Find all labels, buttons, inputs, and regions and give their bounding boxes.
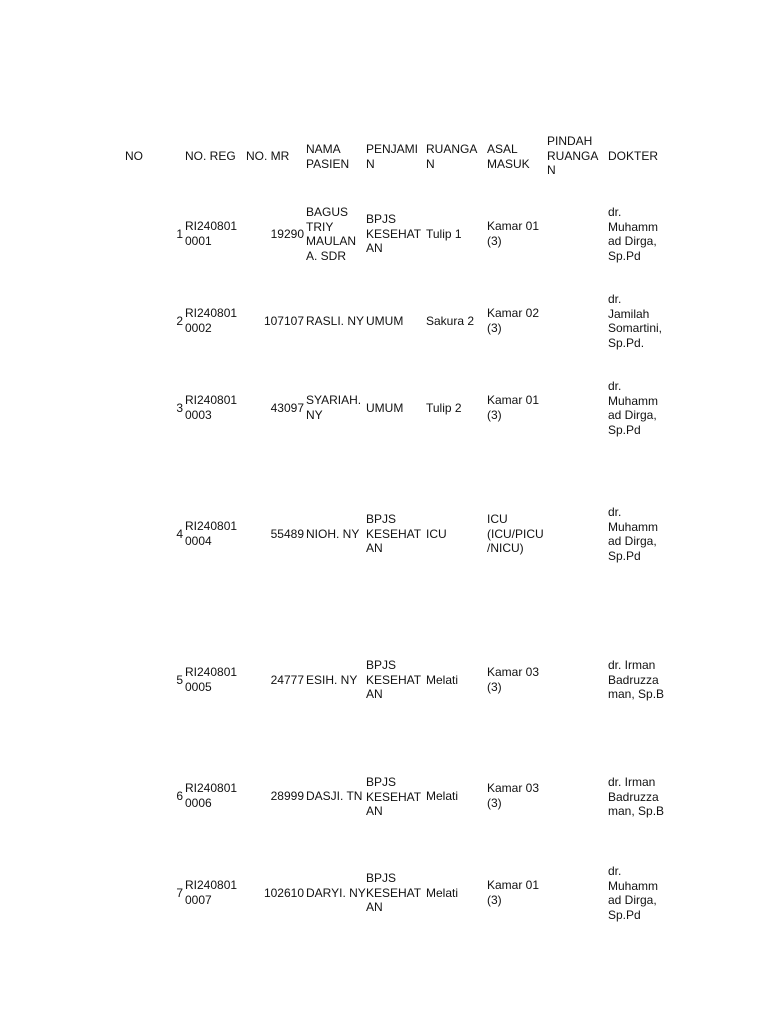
header-dokter: DOKTER — [608, 149, 659, 163]
row-4-ruangan: ICU — [426, 527, 447, 541]
row-4-no: 4 — [176, 527, 183, 541]
row-5-nama: ESIH. NY — [306, 673, 358, 687]
row-3-no: 3 — [176, 401, 183, 415]
row-3-nama: SYARIAH. NY — [306, 393, 362, 422]
header-penjamin: PENJAMI N — [366, 142, 419, 171]
row-1-ruangan: Tulip 1 — [426, 227, 462, 241]
row-4-asal: ICU (ICU/PICU /NICU) — [487, 512, 544, 555]
header-pindah-ruangan: PINDAH RUANGA N — [547, 134, 599, 177]
row-2-reg: RI240801 0002 — [185, 306, 238, 335]
header-no-mr: NO. MR — [246, 149, 290, 163]
header-no-reg: NO. REG — [185, 149, 236, 163]
header-no: NO — [125, 149, 143, 163]
row-7-asal: Kamar 01 (3) — [487, 878, 540, 907]
row-4-mr: 55489 — [270, 527, 304, 541]
row-5-ruangan: Melati — [426, 673, 459, 687]
row-2-dokter: dr. Jamilah Somartini, Sp.Pd. — [608, 292, 663, 350]
row-3-ruangan: Tulip 2 — [426, 401, 462, 415]
row-1-reg: RI240801 0001 — [185, 219, 238, 248]
row-3-reg: RI240801 0003 — [185, 393, 238, 422]
row-2-mr: 107107 — [263, 314, 304, 328]
header-asal-masuk: ASAL MASUK — [487, 142, 530, 171]
row-4-nama: NIOH. NY — [306, 527, 360, 541]
row-3-penjamin: UMUM — [366, 401, 404, 415]
row-5-dokter: dr. Irman Badruzza man, Sp.B — [608, 658, 665, 701]
row-3-mr: 43097 — [270, 401, 304, 415]
row-4-dokter: dr. Muhamm ad Dirga, Sp.Pd — [608, 505, 659, 563]
row-5-reg: RI240801 0005 — [185, 665, 238, 694]
header-ruangan: RUANGA N — [426, 142, 478, 171]
row-6-no: 6 — [176, 789, 183, 803]
row-1-mr: 19290 — [270, 227, 304, 241]
row-1-no: 1 — [176, 227, 183, 241]
row-5-penjamin: BPJS KESEHAT AN — [366, 658, 422, 701]
row-2-asal: Kamar 02 (3) — [487, 306, 540, 335]
row-4-penjamin: BPJS KESEHAT AN — [366, 512, 422, 555]
row-6-mr: 28999 — [270, 789, 304, 803]
row-1-dokter: dr. Muhamm ad Dirga, Sp.Pd — [608, 205, 659, 263]
row-5-asal: Kamar 03 (3) — [487, 665, 540, 694]
row-7-nama: DARYI. NY — [306, 886, 366, 900]
row-7-mr: 102610 — [263, 886, 304, 900]
row-1-nama: BAGUS TRIY MAULAN A. SDR — [306, 205, 357, 263]
row-7-no: 7 — [176, 886, 183, 900]
row-2-ruangan: Sakura 2 — [426, 314, 475, 328]
header-nama-pasien: NAMA PASIEN — [306, 142, 350, 171]
row-7-reg: RI240801 0007 — [185, 878, 238, 907]
row-6-ruangan: Melati — [426, 789, 459, 803]
row-4-reg: RI240801 0004 — [185, 519, 238, 548]
row-6-asal: Kamar 03 (3) — [487, 781, 540, 810]
row-6-nama: DASJI. TN — [306, 789, 363, 803]
row-2-no: 2 — [176, 314, 183, 328]
row-7-penjamin: BPJS KESEHAT AN — [366, 871, 422, 914]
row-7-ruangan: Melati — [426, 886, 459, 900]
row-6-dokter: dr. Irman Badruzza man, Sp.B — [608, 775, 665, 818]
row-2-nama: RASLI. NY — [306, 314, 365, 328]
row-5-mr: 24777 — [270, 673, 304, 687]
row-3-dokter: dr. Muhamm ad Dirga, Sp.Pd — [608, 379, 659, 437]
row-7-dokter: dr. Muhamm ad Dirga, Sp.Pd — [608, 864, 659, 922]
row-2-penjamin: UMUM — [366, 314, 404, 328]
row-3-asal: Kamar 01 (3) — [487, 393, 540, 422]
row-1-penjamin: BPJS KESEHAT AN — [366, 212, 422, 255]
row-6-reg: RI240801 0006 — [185, 781, 238, 810]
row-5-no: 5 — [176, 673, 183, 687]
row-6-penjamin: BPJS KESEHAT AN — [366, 775, 422, 818]
row-1-asal: Kamar 01 (3) — [487, 219, 540, 248]
